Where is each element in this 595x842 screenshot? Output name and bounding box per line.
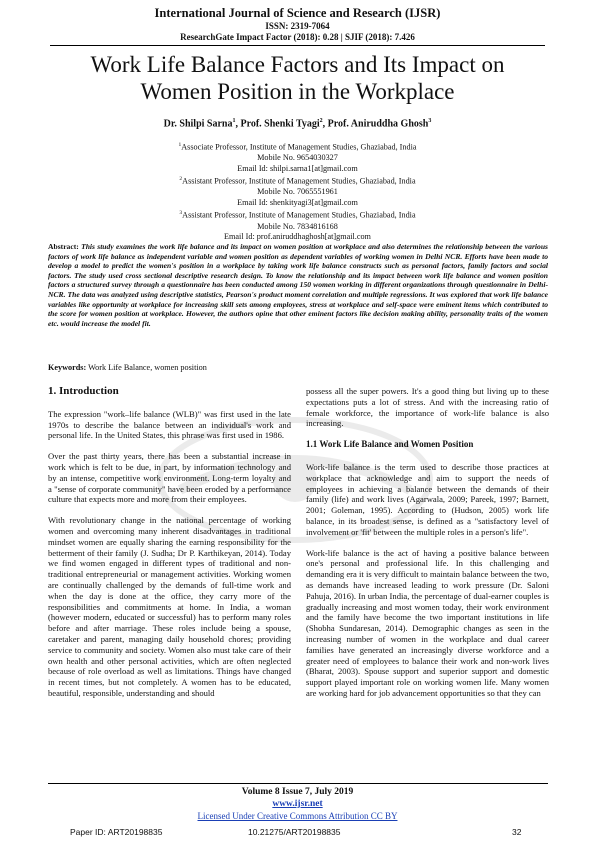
author-list: Dr. Shilpi Sarna$^1$, Prof. Shenki Tyagi$^2$, Prof. Aniruddha Ghosh$^3$: [163, 118, 432, 130]
affiliation-text: Associate Professor, Institute of Management Studies, Ghaziabad, India: [181, 142, 417, 152]
author-sup: 3: [428, 118, 432, 124]
paper-title-line2: Women Position in the Workplace: [140, 79, 455, 104]
journal-name: International Journal of Science and Research (IJSR): [154, 6, 441, 20]
affiliation-email: Email Id: shenkityagi3[at]gmail.com: [237, 197, 358, 207]
footer-rule: [48, 783, 548, 784]
right-column: [306, 386, 549, 709]
affiliation-mobile: Mobile No. 7834816168: [257, 221, 338, 231]
affiliation-line: [0, 208, 595, 221]
affiliation-text: Assistant Professor, Institute of Management Studies, Ghaziabad, India: [182, 176, 416, 186]
affiliation-mobile: Mobile No. 7065551961: [257, 187, 338, 197]
affiliation-line: [0, 174, 595, 187]
footer-site: [0, 799, 595, 809]
footer-license: [0, 811, 595, 821]
keywords-label: Keywords:: [48, 363, 87, 372]
abstract-label: Abstract:: [48, 242, 79, 251]
footer-paper-id: Paper ID: ART20198835: [70, 827, 163, 837]
affiliation-sup: 3: [179, 210, 183, 217]
paragraph: With revolutionary change in the national percentage of working women and overcoming many inherent disadvantages in traditional mindset women are equally sharing the earning responsibility for the betterment of their family (J. Sudha; Dr P. Karthikeyan, 2014). Today we find women engaged in different types of traditional and non-traditional entrepreneurial or management activities. Working women are continually challenged by the demands of full-time work and when the day is done at the office, they carry more of the responsibilities and commitments at home. In India, a woman (however modern, educated or successful) has to perform many roles before and after marriage. These roles include being a spouse, caretaker and parent, managing daily household chores; providing service to community and society. Women also must take care of their own health and other personal activities, which are often neglected because of role overload as well as limitations. Things have changed in recent times, but not completely. A women has to be educated, beautiful, responsible, understanding and should: [48, 515, 291, 698]
abstract-text: This study examines the work life balance and its impact on women position at workplace and also determines the relationship between the various factors of work life balance as independent variable and women position as dependent variables of working women in Delhi NCR. Efforts have been made to develop a model to predict the women's position in a workplace by taking work life balance constructs such as personal factors, family factors and social factors. The study used cross sectional descriptive research design. To know the relationship and its impact between work life balance and women position factors a structured survey through a questionnaire has been conducted among 150 women working in different organizations through questionnaire in Delhi-NCR. The data was analyzed using descriptive statistics, Pearson's product moment correlation and multiple regressions. It was explored that work life balance variables like opportunity at workplace for increasing skill sets among employees, stress at workplace and self-space were eminent items which contributed to the score for women position at workplace. However, the authors opine that other eminent factors like decision making ability, personality traits of the women etc. would increase the model fit.: [48, 242, 548, 328]
journal-impact: ResearchGate Impact Factor (2018): 0.28 | SJIF (2018): 7.426: [180, 32, 415, 42]
author-sup: 2: [319, 118, 323, 124]
subsection-title: 1.1 Work Life Balance and Women Position: [306, 439, 474, 450]
paragraph: Over the past thirty years, there has been a substantial increase in work which is felt to be due, in part, by information technology and by an intense, competitive work environment. Long-term loyalty and a "sense of corporate community" have been eroded by a performance culture that expects more and more from their employees.: [48, 451, 291, 505]
paragraph: possess all the super powers. It's a good thing but living up to these expectations puts a lot of stress. And with the increasing ratio of female workforce, the importance of work-life balance is also increasing.: [306, 386, 549, 429]
keywords-text: Work Life Balance, women position: [88, 363, 207, 372]
paragraph: The expression "work–life balance (WLB)" was first used in the late 1970s to describe the balance between an individual's work and personal life. In the United States, this phrase was first used in 1986.: [48, 408, 291, 441]
footer-doi: 10.21275/ART20198835: [248, 827, 341, 837]
footer-page-number: 32: [512, 827, 522, 837]
author-name: Dr. Shilpi Sarna: [163, 118, 233, 130]
paper-title-line1: Work Life Balance Factors and Its Impact on: [90, 52, 505, 77]
paragraph: Work-life balance is the term used to describe those practices at workplace that acknowledge and aim to support the needs of employees in achieving a balance between the demands of their family (life) and work lives (Agarwala, 2009; Pareek, 1997; Barnett, 2001; Goleman, 1995). According to (Hudson, 2005) work life balance, in its broadest sense, is defined as a "satisfactory level of involvement or 'fit' between the multiple roles in a person's life".: [306, 461, 549, 537]
site-link[interactable]: www.ijsr.net: [272, 799, 323, 809]
affiliation-email: Email Id: shilpi.sarna1[at]gmail.com: [237, 163, 358, 173]
author-sup: 1: [232, 118, 236, 124]
author-name: Prof. Aniruddha Ghosh: [327, 118, 429, 130]
section-title-introduction: 1. Introduction: [48, 385, 119, 397]
affiliation-line: [0, 140, 595, 153]
affiliation-text: Assistant Professor, Institute of Management Studies, Ghaziabad, India: [182, 211, 416, 221]
left-column: [48, 386, 291, 709]
abstract: [48, 242, 548, 328]
keywords: [48, 363, 548, 372]
affiliation-email: Email Id: prof.aniruddhaghosh[at]gmail.com: [224, 232, 371, 242]
author-name: Prof. Shenki Tyagi: [240, 118, 320, 130]
affiliation-sup: 2: [179, 176, 183, 183]
affiliation-mobile: Mobile No. 9654030327: [257, 153, 338, 163]
footer-volume: Volume 8 Issue 7, July 2019: [241, 787, 354, 797]
header-rule: [50, 45, 545, 46]
affiliation-block: [0, 140, 595, 243]
license-link[interactable]: Licensed Under Creative Commons Attribution CC BY: [197, 811, 398, 821]
journal-issn: ISSN: 2319-7064: [265, 21, 330, 31]
affiliation-sup: 1: [178, 142, 182, 148]
paragraph: Work-life balance is the act of having a positive balance between one's personal and professional life. In this challenging and demanding era it is very difficult to maintain balance between the two, as demands have increased leading to work pressure (Dr. Saloni Pahuja, 2016). In urban India, the percentage of dual-earner couples is gradually increasing and most women today, their work environment and the family have become the two important institutions in life (Shobha Sundaresan, 2014). Demographic changes as seen in the increasing number of women in the workplace and dual career families have generated an increasingly diverse workforce and a greater need of employees to balance their work and non-work lives (Bharat, 2003). Spouse support and superior support and domestic support played important role on working women life. Many women are working hard for job advancement opportunities so that they can: [306, 547, 549, 698]
